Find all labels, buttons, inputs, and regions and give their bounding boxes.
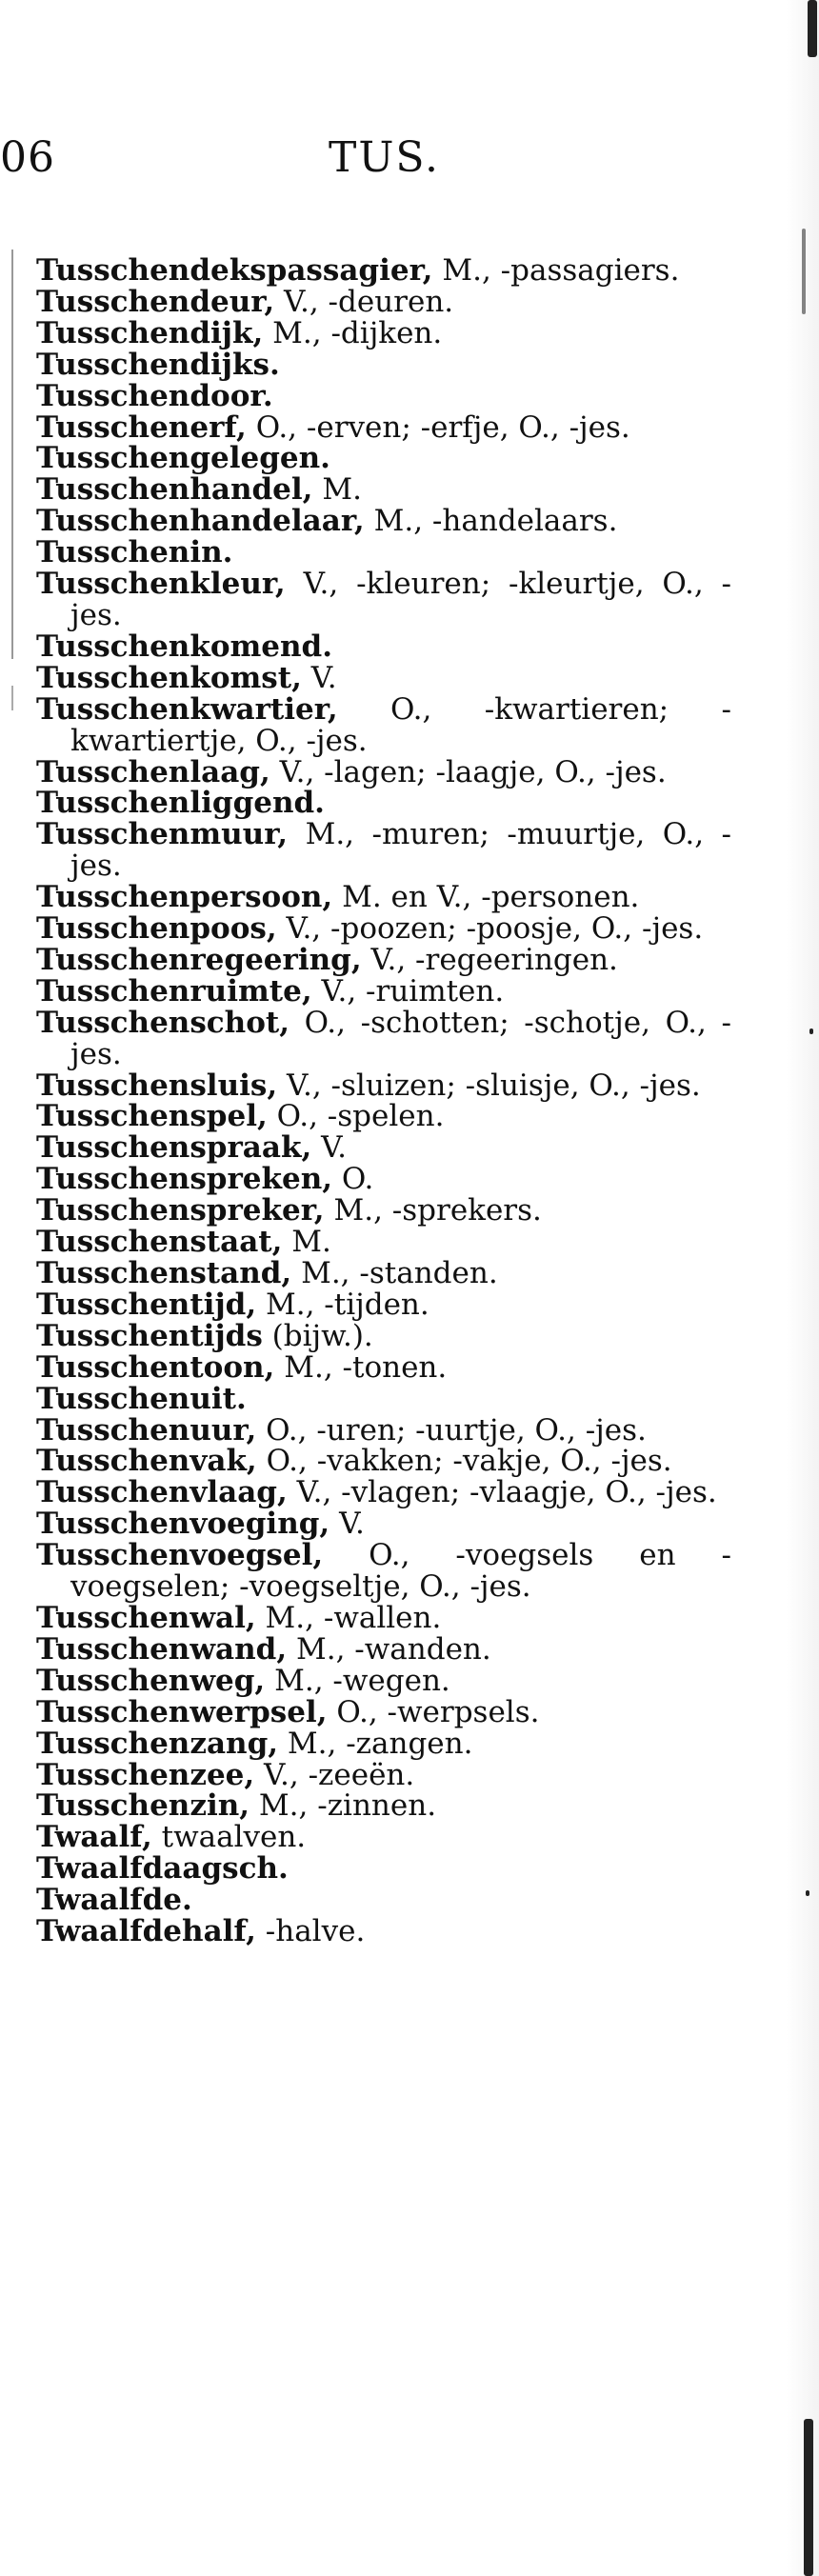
entry-definition: V., -zeeën. — [264, 1757, 415, 1792]
margin-rule — [11, 250, 13, 659]
entry-headword: Tusschenspel, — [36, 1099, 268, 1134]
entry — [36, 506, 731, 537]
entry — [36, 1631, 731, 1667]
entry — [36, 284, 731, 319]
entry-definition: V., -ruimten. — [321, 973, 505, 1008]
entry — [36, 1728, 731, 1760]
entry-definition: twaalven. — [161, 1820, 307, 1855]
entry-headword: Tusschendijks. — [36, 347, 280, 382]
entry-headword: Tusschenspreken, — [36, 1162, 333, 1197]
entry — [36, 1663, 731, 1698]
entry-headword: Tusschentijd, — [36, 1287, 257, 1322]
entry-definition: M., -sprekers. — [333, 1193, 542, 1228]
entry-definition: M., -wegen. — [274, 1663, 450, 1698]
entry — [36, 1070, 731, 1102]
entry-definition: -halve. — [265, 1914, 366, 1949]
edge-mark — [809, 1028, 813, 1034]
entry-definition: O., -schotten; -schotje, O., -jes. — [70, 1005, 731, 1071]
entry-definition: M., -wallen. — [265, 1600, 442, 1635]
entry-definition: O., -spelen. — [276, 1099, 445, 1134]
entry-definition: M., -wanden. — [295, 1631, 491, 1667]
entry — [36, 1164, 731, 1195]
entry-definition: V., -lagen; -laagje, O., -jes. — [279, 754, 667, 789]
entry-headword: Tusschenstand, — [36, 1256, 292, 1290]
entry — [36, 1005, 731, 1071]
entry-headword: Tusschenpersoon, — [36, 880, 333, 915]
entry — [36, 631, 731, 663]
entry-definition: V., -poozen; -poosje, O., -jes. — [286, 911, 704, 947]
entry-definition: M., -tonen. — [284, 1349, 448, 1385]
entry-definition: V., -deuren. — [284, 284, 454, 319]
entry-headword: Tusschenschot, — [36, 1005, 290, 1040]
entry-headword: Tusschenwal, — [36, 1600, 256, 1635]
entry-definition: V., -sluizen; -sluisje, O., -jes. — [287, 1068, 701, 1103]
entry-definition: M., -handelaars. — [373, 504, 618, 539]
entry — [36, 315, 731, 350]
entry-headword: Tusschenliggend. — [36, 786, 325, 821]
entry — [36, 474, 731, 506]
entry-headword: Tusschenkwartier, — [36, 691, 338, 727]
entry-headword: Tusschenkomst, — [36, 660, 302, 695]
entry — [36, 1318, 731, 1353]
entry-headword: Twaalfde. — [36, 1883, 192, 1918]
margin-tick — [11, 686, 13, 710]
entry-headword: Tusschenwerpsel, — [36, 1694, 328, 1729]
entry-headword: Tusschenkomend. — [36, 629, 333, 664]
entry — [36, 537, 731, 569]
entry — [36, 1885, 731, 1916]
entry-definition: M., -tijden. — [265, 1287, 429, 1322]
entry — [36, 1227, 731, 1258]
entry — [36, 1790, 731, 1822]
entry — [36, 569, 731, 631]
entry — [36, 660, 731, 695]
entry — [36, 443, 731, 474]
entry — [36, 754, 731, 789]
entry — [36, 973, 731, 1008]
entry-definition: O., -erven; -erfje, O., -jes. — [255, 409, 630, 445]
entry-headword: Tusschendoor. — [36, 378, 273, 413]
entry-headword: Tusschentoon, — [36, 1349, 275, 1385]
entry-headword: Twaalf, — [36, 1820, 152, 1855]
entry — [36, 913, 731, 945]
entry-headword: Tusschensluis, — [36, 1068, 278, 1103]
entry-definition: M., -zangen. — [287, 1726, 473, 1761]
edge-mark — [808, 0, 817, 57]
entry-definition: M. — [291, 1225, 331, 1260]
entry-headword: Tusschenvoeging, — [36, 1507, 330, 1542]
entry-definition: O., -kwartieren; -kwartiertje, O., -jes. — [70, 691, 731, 758]
entry-definition: O. — [341, 1162, 374, 1197]
entry — [36, 349, 731, 381]
entry-headword: Tusschenin. — [36, 535, 233, 570]
entry — [36, 1412, 731, 1448]
edge-mark — [806, 1890, 809, 1896]
entry-definition: O., -voegsels en -voegselen; -voegseltje, O., -jes. — [70, 1538, 731, 1605]
entry-headword: Tusschenvoegsel, — [36, 1538, 324, 1573]
entry-definition: M., -dijken. — [272, 315, 443, 350]
page-edge — [787, 0, 819, 2576]
entry-headword: Twaalfdehalf, — [36, 1914, 256, 1949]
entry-definition: V., -vlagen; -vlaagje, O., -jes. — [296, 1475, 717, 1510]
entry-definition: V. — [310, 660, 337, 695]
entry — [36, 1600, 731, 1635]
entry — [36, 942, 731, 977]
entry-headword: Tusschenmuur, — [36, 817, 289, 852]
entry — [36, 1508, 731, 1540]
entry-definition: M. en V., -personen. — [342, 880, 640, 915]
entry-definition: V., -kleuren; -kleurtje, O., -jes. — [70, 567, 731, 632]
entry-headword: Tusschenspraak, — [36, 1130, 312, 1166]
entry-headword: Tusschenstaat, — [36, 1225, 283, 1260]
entry-definition: V. — [339, 1507, 365, 1542]
entry-headword: Tusschenhandel, — [36, 472, 313, 508]
entry — [36, 255, 731, 287]
entry — [36, 1381, 731, 1416]
entry-definition: O., -uren; -uurtje, O., -jes. — [266, 1412, 647, 1448]
entry-headword: Tusschenlaag, — [36, 754, 270, 789]
entry-definition: O., -vakken; -vakje, O., -jes. — [266, 1444, 672, 1479]
entry — [36, 1916, 731, 1947]
entry-headword: Tusschenuur, — [36, 1412, 257, 1448]
page-number: 06 — [0, 133, 55, 182]
entry-definition: M., -passagiers. — [442, 253, 680, 288]
entry-headword: Tusschenregeering, — [36, 942, 362, 977]
entry — [36, 1694, 731, 1729]
entry-definition: (bijw.). — [271, 1318, 373, 1353]
entry — [36, 409, 731, 445]
entry-headword: Tusschenerf, — [36, 409, 247, 445]
entry-definition: V. — [321, 1130, 347, 1166]
entry — [36, 1853, 731, 1885]
entry-definition: M. — [322, 472, 362, 508]
entry-headword: Tusschenhandelaar, — [36, 504, 365, 539]
entry-headword: Tusschendekspassagier, — [36, 253, 433, 288]
entry-definition: M., -muren; -muurtje, O., -jes. — [70, 817, 731, 884]
edge-mark — [804, 2419, 813, 2576]
entry — [36, 1101, 731, 1132]
entry — [36, 1132, 731, 1164]
entry — [36, 378, 731, 413]
entry-definition: M., -zinnen. — [258, 1788, 437, 1824]
entry-headword: Tusschenruimte, — [36, 973, 312, 1008]
entry-headword: Tusschenspreker, — [36, 1193, 325, 1228]
dictionary-entries — [36, 255, 731, 1947]
entry-headword: Twaalfdaagsch. — [36, 1851, 289, 1887]
entry-headword: Tusschenzang, — [36, 1726, 279, 1761]
entry-headword: Tusschenwand, — [36, 1631, 288, 1667]
entry — [36, 1195, 731, 1227]
entry-headword: Tusschendijk, — [36, 315, 264, 350]
entry — [36, 819, 731, 882]
entry — [36, 1477, 731, 1508]
entry-definition: O., -werpsels. — [336, 1694, 540, 1729]
running-head: TUS. — [329, 133, 440, 182]
page-header — [0, 133, 819, 200]
entry-definition: M., -standen. — [301, 1256, 498, 1290]
entry-headword: Tusschenpoos, — [36, 911, 277, 947]
entry — [36, 1446, 731, 1477]
entry — [36, 691, 731, 758]
entry-headword: Tusschendeur, — [36, 284, 275, 319]
entry-definition: V., -regeeringen. — [370, 942, 618, 977]
entry — [36, 1540, 731, 1603]
entry — [36, 1349, 731, 1385]
entry-headword: Tusschenzee, — [36, 1757, 255, 1792]
entry-headword: Tusschengelegen. — [36, 441, 330, 476]
entry-headword: Tusschenzin, — [36, 1788, 250, 1824]
entry-headword: Tusschentijds — [36, 1318, 263, 1353]
entry — [36, 788, 731, 819]
entry — [36, 882, 731, 913]
entry-headword: Tusschenweg, — [36, 1663, 266, 1698]
entry — [36, 1289, 731, 1321]
entry-headword: Tusschenuit. — [36, 1381, 247, 1416]
edge-mark — [802, 229, 806, 314]
entry-headword: Tusschenvlaag, — [36, 1475, 288, 1510]
entry — [36, 1258, 731, 1289]
entry — [36, 1757, 731, 1792]
entry-headword: Tusschenvak, — [36, 1444, 257, 1479]
entry-headword: Tusschenkleur, — [36, 567, 286, 602]
entry — [36, 1822, 731, 1853]
